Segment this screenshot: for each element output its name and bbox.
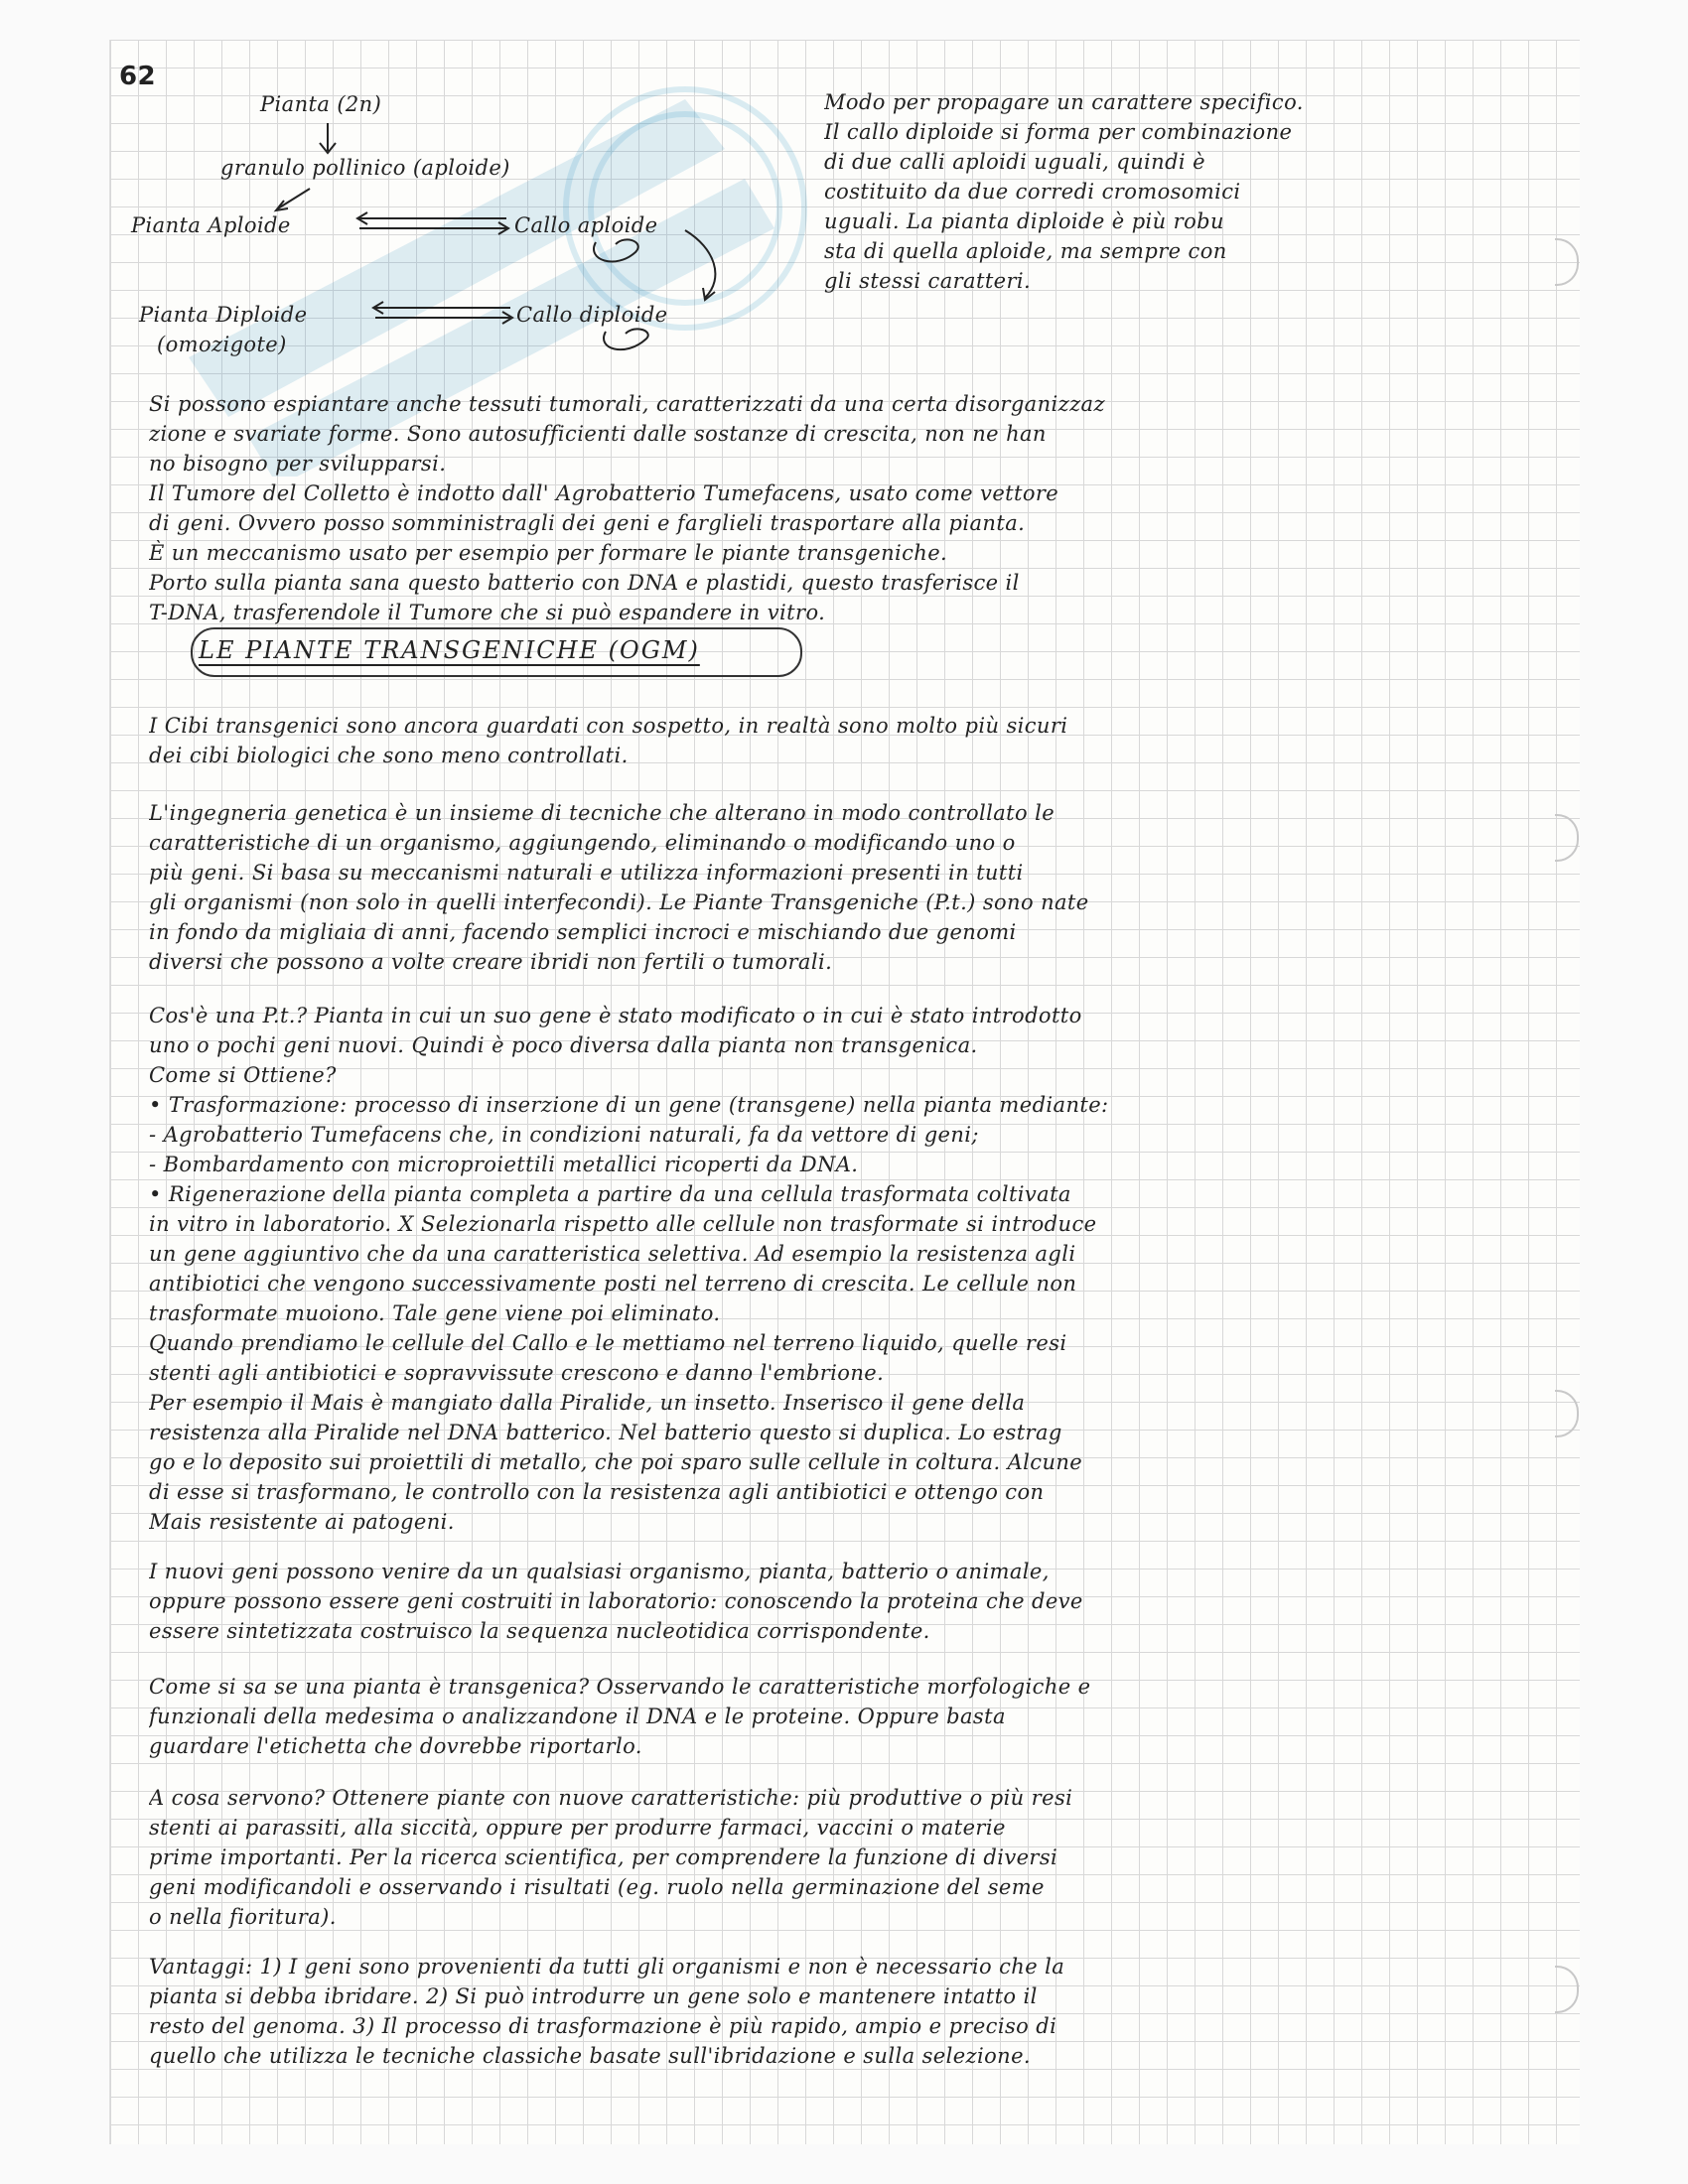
text-line: dei cibi biologici che sono meno controllati. (149, 744, 629, 767)
node-omozigote: (omozigote) (157, 333, 287, 356)
side-note-line: Il callo diploide si forma per combinazione (824, 120, 1293, 144)
text-line: più geni. Si basa su meccanismi naturali e utilizza informazioni presenti in tutti (149, 861, 1024, 885)
text-line: Si possono espiantare anche tessuti tumorali, caratterizzati da una certa disorganizzaz (149, 392, 1105, 416)
text-line: A cosa servono? Ottenere piante con nuove caratteristiche: più produttive o più resi (149, 1786, 1073, 1810)
text-line: resistenza alla Piralide nel DNA batterico. Nel batterio questo si duplica. Lo estrag (149, 1421, 1062, 1444)
section-title-text: LE PIANTE TRANSGENICHE (OGM) (199, 636, 700, 664)
paragraph-a-cosa-servono (149, 1783, 1529, 1932)
text-line: o nella fioritura). (149, 1905, 337, 1929)
text-line: Vantaggi: 1) I geni sono provenienti da tutti gli organismi e non è necessario che la (149, 1955, 1065, 1979)
text-line: Quando prendiamo le cellule del Callo e le mettiamo nel terreno liquido, quelle resi (149, 1331, 1067, 1355)
side-note-line: gli stessi caratteri. (824, 269, 1032, 293)
paragraph-tumori (149, 389, 1529, 627)
text-line: diversi che possono a volte creare ibridi non fertili o tumorali. (149, 950, 833, 974)
text-line: - Bombardamento con microproiettili metallici ricoperti da DNA. (149, 1153, 859, 1176)
text-line: Come si sa se una pianta è transgenica? Osservando le caratteristiche morfologiche e (149, 1675, 1091, 1699)
text-line: • Rigenerazione della pianta completa a partire da una cellula trasformata coltivata (149, 1182, 1071, 1206)
node-callo-diploide: Callo diploide (516, 303, 668, 327)
text-line: Cos'è una P.t.? Pianta in cui un suo gene è stato modificato o in cui è stato introdotto (149, 1004, 1082, 1027)
side-note-line: Modo per propagare un carattere specifico. (824, 90, 1304, 114)
text-line: resto del genoma. 3) Il processo di trasformazione è più rapido, ampio e preciso di (149, 2014, 1057, 2038)
section-title (199, 635, 700, 665)
side-note-line: uguali. La pianta diploide è più robu (824, 209, 1224, 233)
text-line: di geni. Ovvero posso somministragli dei geni e farglieli trasportare alla pianta. (149, 511, 1026, 535)
text-line: prime importanti. Per la ricerca scientifica, per comprendere la funzione di diversi (149, 1845, 1058, 1869)
node-pianta-aploide: Pianta Aploide (131, 213, 291, 237)
text-line: essere sintetizzata costruisco la sequenza nucleotidica corrispondente. (149, 1619, 930, 1643)
text-line: stenti agli antibiotici e sopravvissute crescono e danno l'embrione. (149, 1361, 885, 1385)
node-granulo-pollinico: granulo pollinico (aploide) (220, 156, 510, 180)
paragraph-cibi (149, 711, 1529, 770)
text-line: un gene aggiuntivo che da una caratteristica selettiva. Ad esempio la resistenza agli (149, 1242, 1076, 1266)
text-line: - Agrobatterio Tumefacens che, in condizioni naturali, fa da vettore di geni; (149, 1123, 979, 1147)
node-pianta-diploide: Pianta Diploide (139, 303, 308, 327)
text-line: di esse si trasformano, le controllo con la resistenza agli antibiotici e ottengo con (149, 1480, 1045, 1504)
text-line: zione e svariate forme. Sono autosufficienti dalle sostanze di crescita, non ne han (149, 422, 1047, 446)
text-line: no bisogno per svilupparsi. (149, 452, 447, 476)
text-line: Come si Ottiene? (149, 1063, 337, 1087)
paragraph-vantaggi (149, 1952, 1529, 2071)
text-line: T-DNA, trasferendole il Tumore che si può espandere in vitro. (149, 601, 826, 624)
text-line: • Trasformazione: processo di inserzione di un gene (transgene) nella pianta mediante: (149, 1093, 1109, 1117)
node-pianta-2n: Pianta (2n) (260, 92, 382, 116)
side-note (824, 87, 1539, 296)
paragraph-nuovi-geni (149, 1557, 1529, 1646)
text-line: I Cibi transgenici sono ancora guardati con sospetto, in realtà sono molto più sicuri (149, 714, 1068, 738)
paragraph-cos-e (149, 1001, 1529, 1537)
text-line: Per esempio il Mais è mangiato dalla Piralide, un insetto. Inserisco il gene della (149, 1391, 1026, 1415)
text-line: in vitro in laboratorio. X Selezionarla rispetto alle cellule non trasformate si introduce (149, 1212, 1097, 1236)
text-line: I nuovi geni possono venire da un qualsiasi organismo, pianta, batterio o animale, (149, 1560, 1050, 1583)
text-line: pianta si debba ibridare. 2) Si può introdurre un gene solo e mantenere intatto il (149, 1984, 1038, 2008)
text-line: quello che utilizza le tecniche classiche basate sull'ibridazione e sulla selezione. (149, 2044, 1031, 2068)
text-line: Mais resistente ai patogeni. (149, 1510, 455, 1534)
title-outline (191, 627, 802, 677)
text-line: geni modificandoli e osservando i risultati (eg. ruolo nella germinazione del seme (149, 1875, 1045, 1899)
text-line: oppure possono essere geni costruiti in laboratorio: conoscendo la proteina che deve (149, 1589, 1083, 1613)
text-line: caratteristiche di un organismo, aggiungendo, eliminando o modificando uno o (149, 831, 1016, 855)
text-line: È un meccanismo usato per esempio per formare le piante transgeniche. (149, 541, 948, 565)
text-line: L'ingegneria genetica è un insieme di tecniche che alterano in modo controllato le (149, 801, 1055, 825)
paragraph-ingegneria (149, 798, 1529, 977)
text-line: go e lo deposito sui proiettili di metallo, che poi sparo sulle cellule in coltura. Alcune (149, 1450, 1083, 1474)
text-line: stenti ai parassiti, alla siccità, oppure per produrre farmaci, vaccini o materie (149, 1816, 1006, 1840)
text-line: trasformate muoiono. Tale gene viene poi eliminato. (149, 1301, 721, 1325)
page-number: 62 (119, 62, 156, 91)
side-note-line: di due calli aploidi uguali, quindi è (824, 150, 1205, 174)
text-line: gli organismi (non solo in quelli interfecondi). Le Piante Transgeniche (P.t.) sono nate (149, 890, 1089, 914)
text-line: funzionali della medesima o analizzandone il DNA e le proteine. Oppure basta (149, 1705, 1006, 1728)
text-line: in fondo da migliaia di anni, facendo semplici incroci e mischiando due genomi (149, 920, 1017, 944)
text-line: antibiotici che vengono successivamente posti nel terreno di crescita. Le cellule non (149, 1272, 1077, 1296)
side-note-line: sta di quella aploide, ma sempre con (824, 239, 1227, 263)
paragraph-come-si-sa (149, 1672, 1529, 1761)
node-callo-aploide: Callo aploide (514, 213, 658, 237)
text-line: Il Tumore del Colletto è indotto dall' Agrobatterio Tumefacens, usato come vettore (149, 481, 1059, 505)
text-line: uno o pochi geni nuovi. Quindi è poco diversa dalla pianta non transgenica. (149, 1033, 978, 1057)
text-line: Porto sulla pianta sana questo batterio con DNA e plastidi, questo trasferisce il (149, 571, 1020, 595)
side-note-line: costituito da due corredi cromosomici (824, 180, 1241, 204)
text-line: guardare l'etichetta che dovrebbe riportarlo. (149, 1734, 642, 1758)
